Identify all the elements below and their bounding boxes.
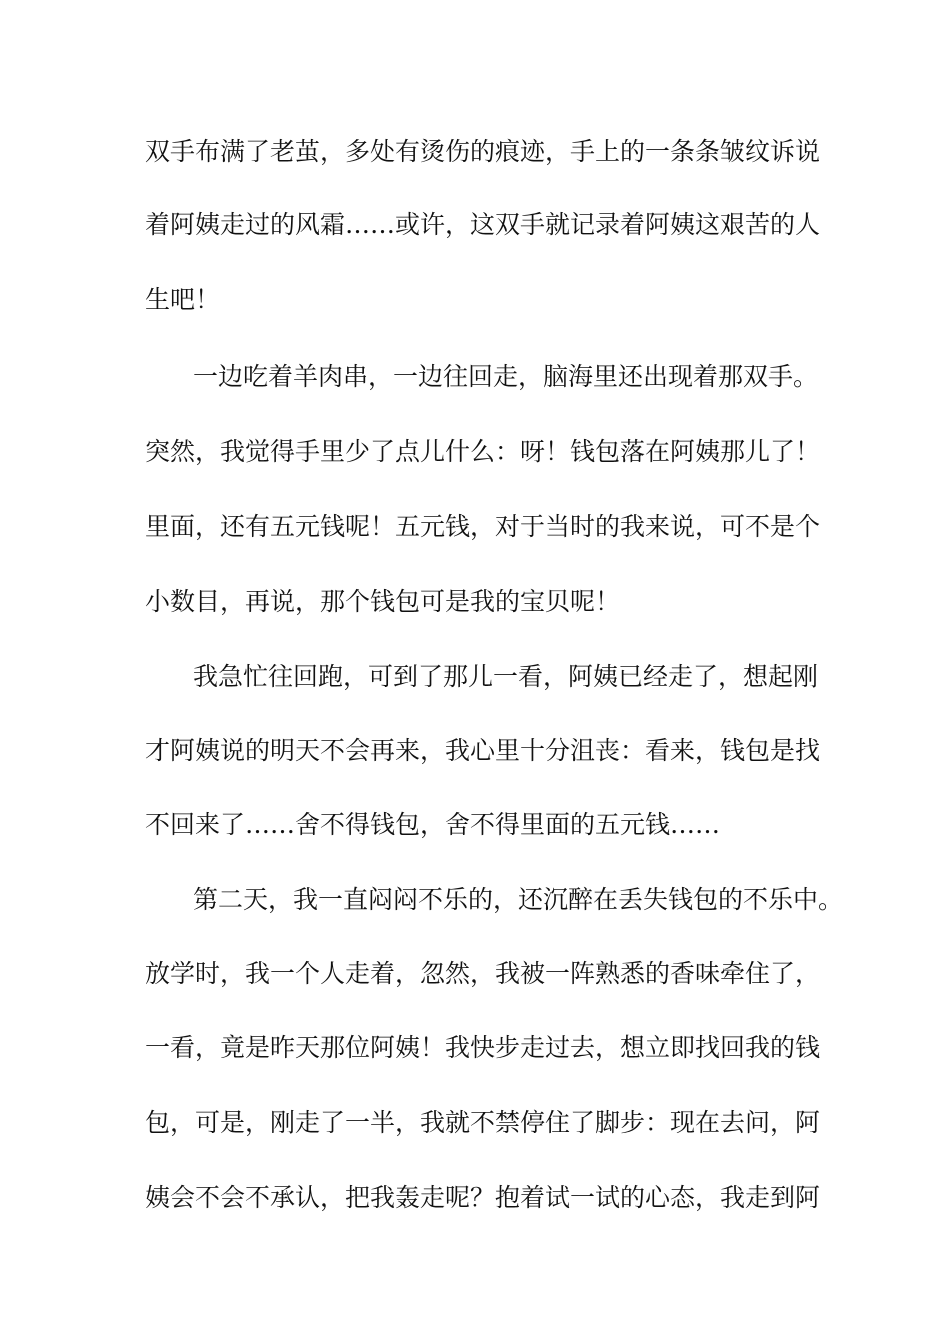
paragraph-start-line: 一边吃着羊肉串，一边往回走，脑海里还出现着那双手。 (193, 362, 819, 391)
text-line: 才阿姨说的明天不会再来，我心里十分沮丧：看来，钱包是找 (145, 736, 821, 765)
text-line: 放学时，我一个人走着，忽然，我被一阵熟悉的香味牵住了， (145, 959, 821, 988)
text-line: 着阿姨走过的风霜……或许，这双手就记录着阿姨这艰苦的人 (145, 210, 821, 239)
text-line: 姨会不会不承认，把我轰走呢？抱着试一试的心态，我走到阿 (145, 1183, 821, 1212)
text-line: 包，可是，刚走了一半，我就不禁停住了脚步：现在去问，阿 (145, 1108, 821, 1137)
paragraph-start-line: 第二天，我一直闷闷不乐的，还沉醉在丢失钱包的不乐中。 (193, 885, 844, 914)
text-line: 生吧！ (145, 285, 221, 314)
text-line: 一看，竟是昨天那位阿姨！我快步走过去，想立即找回我的钱 (145, 1033, 821, 1062)
text-line: 突然，我觉得手里少了点儿什么：呀！钱包落在阿姨那儿了！ (145, 437, 821, 466)
paragraph-start-line: 我急忙往回跑，可到了那儿一看，阿姨已经走了，想起刚 (193, 662, 819, 691)
text-line: 双手布满了老茧，多处有烫伤的痕迹，手上的一条条皱纹诉说 (145, 137, 821, 166)
text-line: 不回来了……舍不得钱包，舍不得里面的五元钱…… (145, 810, 721, 839)
text-line: 里面，还有五元钱呢！五元钱，对于当时的我来说，可不是个 (145, 512, 821, 541)
text-line: 小数目，再说，那个钱包可是我的宝贝呢！ (145, 587, 621, 616)
